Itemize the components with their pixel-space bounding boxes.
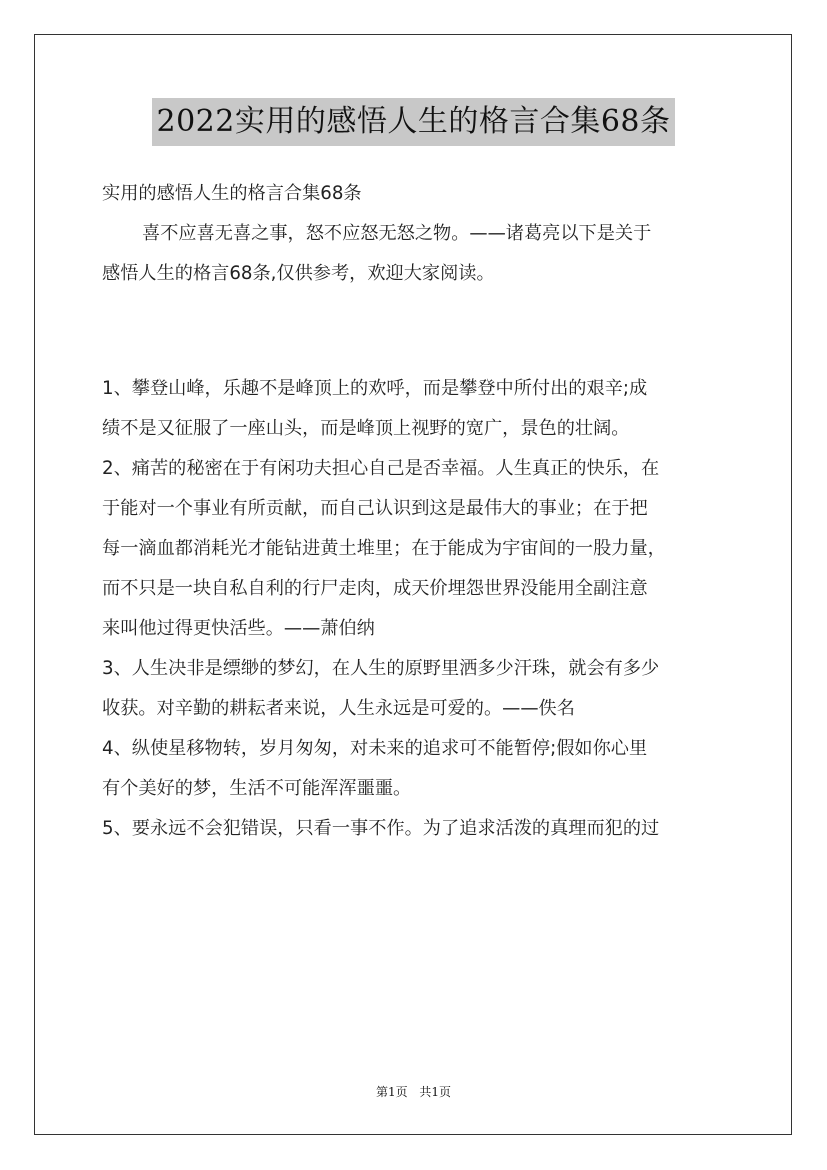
- page-total: 共1页: [419, 1085, 452, 1099]
- intro-line: 感悟人生的格言68条,仅供参考，欢迎大家阅读。: [102, 263, 495, 284]
- text-line: 2、痛苦的秘密在于有闲功夫担心自己是否幸福。人生真正的快乐，在: [102, 458, 660, 479]
- page-number: 第1页: [375, 1085, 408, 1099]
- document-body: [102, 174, 732, 849]
- text-line: 收获。对辛勤的耕耘者来说，人生永远是可爱的。——佚名: [102, 698, 575, 719]
- document-subtitle: 实用的感悟人生的格言合集68条: [102, 183, 362, 204]
- paragraph-gap: [102, 294, 732, 369]
- text-line: 每一滴血都消耗光才能钻进黄土堆里；在于能成为宇宙间的一股力量，: [102, 538, 666, 559]
- text-line: 来叫他过得更快活些。——萧伯纳: [102, 618, 375, 639]
- title-container: [0, 98, 827, 146]
- text-line: 5、要永远不会犯错误，只看一事不作。为了追求活泼的真理而犯的过: [102, 818, 660, 839]
- text-line: 3、人生决非是缥缈的梦幻，在人生的原野里洒多少汗珠，就会有多少: [102, 658, 660, 679]
- text-line: 于能对一个事业有所贡献，而自己认识到这是最伟大的事业；在于把: [102, 498, 648, 519]
- document-title: 2022实用的感悟人生的格言合集68条: [152, 98, 674, 146]
- text-line: 4、纵使星移物转，岁月匆匆，对未来的追求可不能暂停;假如你心里: [102, 738, 648, 759]
- text-line: 绩不是又征服了一座山头，而是峰顶上视野的宽广，景色的壮阔。: [102, 418, 630, 439]
- text-line: 1、攀登山峰，乐趣不是峰顶上的欢呼，而是攀登中所付出的艰辛;成: [102, 378, 648, 399]
- intro-line: 喜不应喜无喜之事，怒不应怒无怒之物。——诸葛亮以下是关于: [142, 223, 652, 244]
- text-line: 有个美好的梦，生活不可能浑浑噩噩。: [102, 778, 412, 799]
- page-footer: [0, 1083, 827, 1100]
- text-line: 而不只是一块自私自利的行尸走肉，成天价埋怨世界没能用全副注意: [102, 578, 648, 599]
